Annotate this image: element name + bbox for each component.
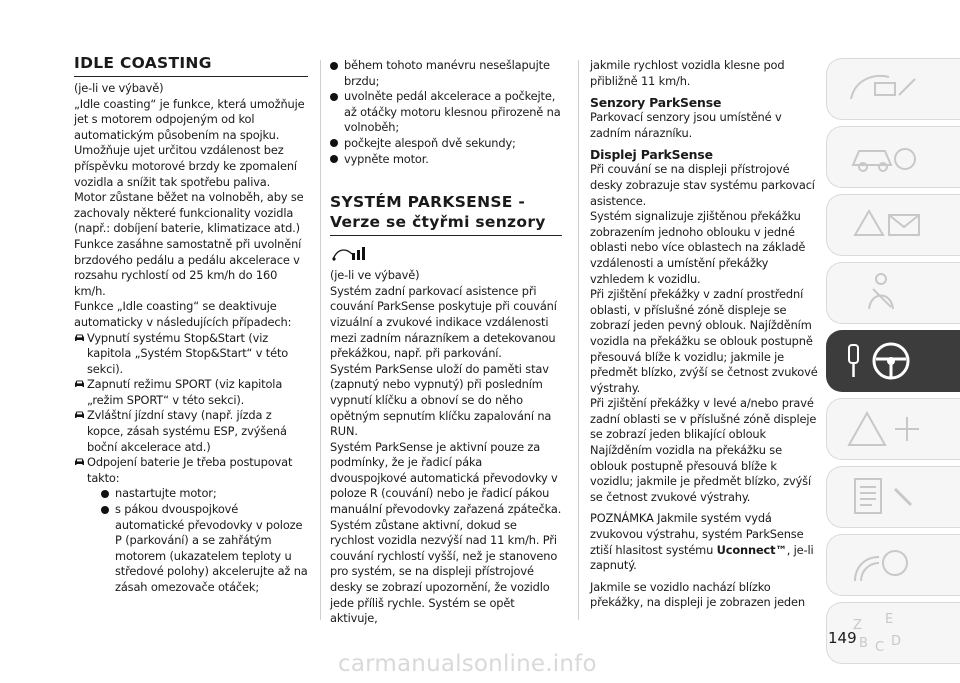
tab-emergency[interactable] bbox=[826, 398, 960, 460]
paragraph: jakmile rychlost vozidla klesne pod přibližně 11 km/h. bbox=[590, 58, 785, 88]
svg-text:Z: Z bbox=[853, 618, 862, 633]
dashboard-icon bbox=[845, 65, 935, 111]
tab-safety[interactable] bbox=[826, 126, 960, 188]
dot-bullet-icon bbox=[330, 136, 344, 152]
page-number: 149 bbox=[828, 629, 857, 647]
equipment-level-icon bbox=[330, 244, 562, 266]
dot-bullet-icon bbox=[330, 89, 344, 136]
emergency-icon bbox=[845, 405, 935, 451]
svg-text:B: B bbox=[859, 636, 868, 651]
tab-safety-people[interactable] bbox=[826, 262, 960, 324]
section-title-parksense: SYSTÉM PARKSENSE - bbox=[330, 193, 526, 212]
svg-text:C: C bbox=[875, 640, 885, 655]
column-divider bbox=[578, 60, 579, 620]
paragraph: Funkce „Idle coasting“ se deaktivuje automaticky v následujících případech: bbox=[74, 299, 292, 329]
step-item: vypněte motor. bbox=[330, 152, 562, 168]
seatbelt-icon bbox=[845, 269, 935, 315]
paragraph: Systém ParkSense uloží do paměti stav (zapnutý nebo vypnutý) při posledním vypnutí klíčku a obnoví se do něho opětným sepnutím klíčku zapalování na RUN. bbox=[330, 361, 552, 439]
svg-text:E: E bbox=[885, 612, 894, 627]
paragraph: Systém ParkSense je aktivní pouze za podmínky, že je řadicí páka dvouspojkové automatická převodovky v poloze R (couvání) nebo je řadicí pákou manuální převodovky zařazená zpátečka. Systém zůstane aktivní, dokud se rychlost vozidla nezvýší nad 11 km/h. Při couvání rychlostí vyšší, než je stanoveno pro systém, se na displeji přístrojové desky se zobrazí upozornění, že vozidlo jede příliš rychle. Systém se opět aktivuje, bbox=[330, 439, 562, 626]
column-1 bbox=[74, 54, 308, 596]
version-note: (je-li ve výbavě) bbox=[330, 268, 420, 283]
step-item: uvolněte pedál akcelerace a počkejte, až otáčky motoru klesnou přirozeně na volnoběh; bbox=[330, 89, 562, 136]
dot-bullet-icon bbox=[101, 486, 115, 502]
paragraph: Systém zadní parkovací asistence při couvání ParkSense poskytuje při couvání vizuální a zvukové indikace vzdálenosti mezi zadním nárazníkem a detekovanou překážkou, např. při parkování. bbox=[330, 283, 557, 361]
alphabet-index-icon bbox=[845, 609, 935, 655]
warning-envelope-icon bbox=[845, 201, 935, 247]
paragraph: Při zjištění překážky v levé a/nebo pravé zadní oblasti se v příslušné zóně displeje se zobrazí jeden blikající oblouk Najížděním vozidla na překážku se oblouk postupně přesouvá blíže k vozidlu; jakmile je předmět blízko, zvýší se četnost zvukové výstrahy. bbox=[590, 396, 817, 504]
column-divider bbox=[320, 60, 321, 620]
checklist-icon bbox=[845, 473, 935, 519]
column-3 bbox=[590, 58, 818, 611]
tab-multimedia[interactable] bbox=[826, 534, 960, 596]
list-item: Zvláštní jízdní stavy (např. jízda z kopce, zásah systému ESP, zvýšená boční akcelerace atd.) bbox=[74, 408, 308, 455]
chapter-tabs bbox=[826, 58, 960, 670]
step-item: během tohoto manévru nesešlapujte brzdu; bbox=[330, 58, 562, 89]
list-item: Vypnutí systému Stop&Start (viz kapitola „Systém Stop&Start“ v této sekci). bbox=[74, 331, 308, 378]
paragraph: Při zjištění překážky v zadní prostřední oblasti, v příslušné zóně displeje se zobrazí jeden pevný oblouk. Najížděním vozidla na překážku se oblouk postupně přesouvá blíže k vozidlu; jakmile je předmět blízko, zvýší se četnost zvukové výstrahy. bbox=[590, 287, 818, 395]
step-item: nastartujte motor; bbox=[101, 486, 308, 502]
paragraph: Při couvání se na displeji přístrojové desky zobrazuje stav systému parkovací asistence. bbox=[590, 162, 815, 208]
brand-name: Uconnect™ bbox=[716, 542, 787, 557]
list-item: Zapnutí režimu SPORT (viz kapitola „režim SPORT“ v této sekci). bbox=[74, 377, 308, 408]
paragraph: Funkce zasáhne samostatně při uvolnění brzdového pedálu a pedálu akcelerace v rozsahu rychlostí od 25 km/h do 160 km/h. bbox=[74, 236, 302, 298]
tab-maintenance[interactable] bbox=[826, 466, 960, 528]
paragraph: Motor zůstane běžet na volnoběh, aby se zachovaly některé funkcionality vozidla (např.: dobíjení baterie, klimatizace atd.) bbox=[74, 190, 304, 236]
paragraph: „Idle coasting“ je funkce, která umožňuje jet s motorem odpojeným od kol automatickým působením na spojku. Umožňuje ujet určitou vzdálenost bez příspěvku motorové brzdy ke zpomalení vozidla a snížit tak spotřebu paliva. bbox=[74, 96, 305, 189]
note-paragraph: POZNÁMKA Jakmile systém vydá zvukovou výstrahu, systém ParkSense ztiší hlasitost systému Uconnect™, je-li zapnutý. bbox=[590, 511, 814, 573]
title-rule bbox=[74, 76, 308, 77]
multimedia-icon bbox=[845, 541, 935, 587]
car-bullet-icon bbox=[74, 331, 87, 378]
tab-starting-driving[interactable] bbox=[826, 330, 960, 392]
tab-warning-lights[interactable] bbox=[826, 194, 960, 256]
paragraph: Systém signalizuje zjištěnou překážku zobrazením jednoho oblouku v jedné oblasti nebo více oblastech na základě vzdálenosti a umístění překážky vzhledem k vozidlu. bbox=[590, 209, 806, 286]
section-title-idle-coasting: IDLE COASTING bbox=[74, 54, 212, 72]
car-bullet-icon bbox=[74, 455, 87, 486]
dot-bullet-icon bbox=[330, 58, 344, 89]
section-subtitle-parksense: Verze se čtyřmi senzory bbox=[330, 213, 546, 232]
svg-text:D: D bbox=[891, 634, 902, 649]
subheading-display: Displej ParkSense bbox=[590, 147, 713, 163]
column-2 bbox=[330, 58, 562, 627]
version-note: (je-li ve výbavě) bbox=[74, 81, 164, 95]
dot-bullet-icon bbox=[330, 152, 344, 168]
car-safety-icon bbox=[845, 133, 935, 179]
paragraph: Parkovací senzory jsou umístěné v zadním nárazníku. bbox=[590, 110, 782, 140]
paragraph: Jakmile se vozidlo nachází blízko překážky, na displeji je zobrazen jeden bbox=[590, 579, 805, 610]
step-item: počkejte alespoň dvě sekundy; bbox=[330, 136, 562, 152]
list-item: Odpojení baterie Je třeba postupovat takto: bbox=[74, 455, 308, 486]
tab-dashboard[interactable] bbox=[826, 58, 960, 120]
subheading-sensors: Senzory ParkSense bbox=[590, 95, 722, 111]
key-steering-wheel-icon bbox=[845, 337, 935, 383]
step-item: s pákou dvouspojkové automatické převodovky v poloze P (parkování) a se zahřátým motorem (ukazatelem teploty u středové polohy) akcelerujte až na zásah omezovače otáček; bbox=[101, 502, 308, 596]
watermark: carmanualsonline.info bbox=[338, 651, 597, 677]
title-rule bbox=[330, 235, 562, 236]
car-bullet-icon bbox=[74, 408, 87, 455]
car-bullet-icon bbox=[74, 377, 87, 408]
dot-bullet-icon bbox=[101, 502, 115, 596]
